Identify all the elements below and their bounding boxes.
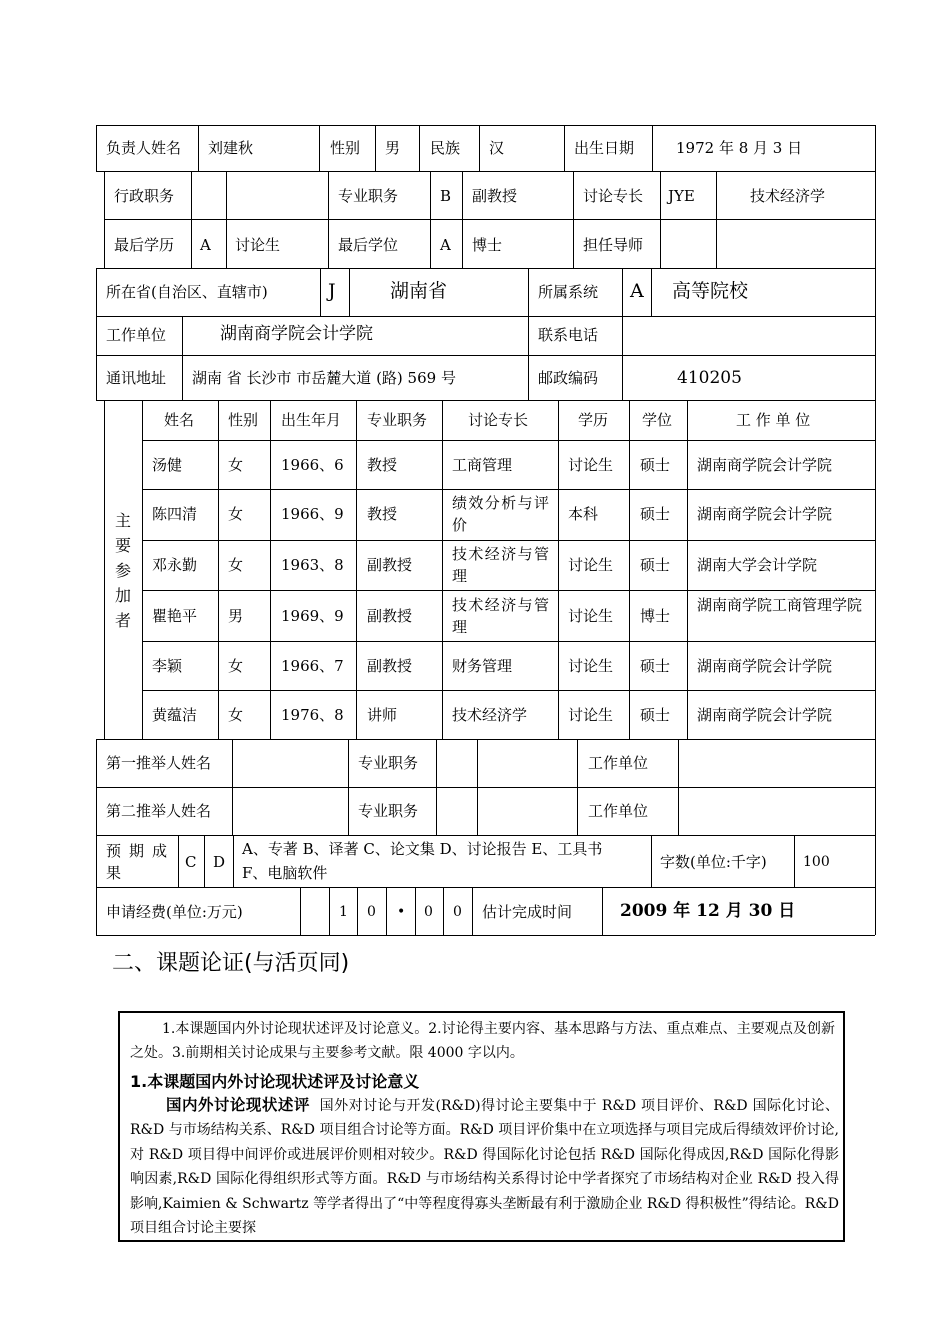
cell-gender: 女 [228, 706, 244, 724]
cell-edu: 讨论生 [568, 657, 614, 675]
cell-birth: 1966、6 [281, 456, 344, 474]
cell-title: 讲师 [367, 706, 398, 724]
cell-title: 副教授 [367, 607, 413, 625]
cell-degree: 硕士 [640, 657, 671, 675]
birth-value: 1972 年 8 月 3 日 [676, 139, 803, 157]
cell-edu: 讨论生 [568, 456, 614, 474]
degree-label: 最后学位 [338, 236, 399, 254]
funding-label: 申请经费(单位:万元) [106, 903, 243, 921]
header-gender: 性别 [228, 411, 259, 429]
cell-specialty: 技术经济与管理 [452, 545, 550, 585]
cell-specialty: 技术经济学 [452, 706, 528, 724]
unit-value: 湖南商学院会计学院 [220, 324, 373, 344]
cell-title: 副教授 [367, 657, 413, 675]
side-char: 参 [114, 561, 131, 580]
side-char: 主 [114, 511, 131, 530]
ethnicity-value: 汉 [489, 139, 505, 157]
cell-title: 副教授 [367, 556, 413, 574]
specialty-value: 技术经济学 [750, 187, 826, 205]
zip-label: 邮政编码 [538, 369, 599, 387]
leader-name-value: 刘建秋 [208, 139, 254, 157]
address-value: 湖南 省 长沙市 市岳麓大道 (路) 569 号 [192, 369, 456, 387]
prof-title-value: 副教授 [472, 187, 518, 205]
cell-name: 黄蕴洁 [152, 706, 198, 724]
cell-gender: 男 [228, 607, 244, 625]
header-name: 姓名 [164, 411, 195, 429]
box-lead: 国内外讨论现状述评 [166, 1096, 310, 1114]
cell-birth: 1969、9 [281, 607, 344, 625]
province-label: 所在省(自治区、直辖市) [106, 283, 268, 301]
cell-degree: 硕士 [640, 505, 671, 523]
cell-degree: 博士 [640, 607, 671, 625]
first-unit-label: 工作单位 [588, 754, 649, 772]
specialty-label: 讨论专长 [583, 187, 644, 205]
system-value: 高等院校 [672, 280, 749, 302]
cell-name: 汤健 [152, 456, 183, 474]
cell-edu: 讨论生 [568, 706, 614, 724]
system-label: 所属系统 [538, 283, 599, 301]
leader-name-label: 负责人姓名 [106, 139, 182, 157]
second-unit-label: 工作单位 [588, 802, 649, 820]
cell-specialty: 技术经济与管理 [452, 596, 550, 636]
finish-value: 2009 年 12 月 30 日 [620, 901, 796, 921]
cell-unit: 湖南商学院会计学院 [697, 456, 833, 474]
first-recommender-label: 第一推举人姓名 [106, 754, 212, 772]
outcome-options-line2: F、电脑软件 [242, 864, 328, 882]
cell-birth: 1963、8 [281, 556, 344, 574]
funding-digit: 0 [453, 904, 462, 920]
birth-label: 出生日期 [574, 139, 635, 157]
degree-code: A [440, 236, 451, 254]
header-birth: 出生年月 [281, 411, 342, 429]
edu-code: A [200, 236, 211, 254]
edu-label: 最后学历 [114, 236, 175, 254]
address-label: 通讯地址 [106, 369, 167, 387]
prof-title-code: B [440, 187, 452, 205]
cell-gender: 女 [228, 456, 244, 474]
gender-value: 男 [385, 139, 401, 157]
cell-gender: 女 [228, 556, 244, 574]
province-code: J [328, 280, 336, 302]
cell-name: 瞿艳平 [152, 607, 198, 625]
words-value: 100 [803, 854, 830, 870]
cell-birth: 1966、9 [281, 505, 344, 523]
cell-edu: 讨论生 [568, 556, 614, 574]
header-unit: 工 作 单 位 [736, 411, 811, 429]
unit-label: 工作单位 [106, 326, 167, 344]
header-title: 专业职务 [367, 411, 428, 429]
cell-birth: 1976、8 [281, 706, 344, 724]
admin-title-label: 行政职务 [114, 187, 175, 205]
cell-name: 邓永勤 [152, 556, 198, 574]
degree-value: 博士 [472, 236, 503, 254]
cell-edu: 讨论生 [568, 607, 614, 625]
supervisor-label: 担任导师 [583, 236, 644, 254]
side-char: 加 [114, 586, 131, 605]
cell-unit: 湖南商学院会计学院 [697, 706, 833, 724]
cell-unit: 湖南商学院会计学院 [697, 657, 833, 675]
side-char: 者 [114, 611, 131, 630]
second-recommender-label: 第二推举人姓名 [106, 802, 212, 820]
phone-label: 联系电话 [538, 326, 599, 344]
funding-digit: 0 [424, 904, 433, 920]
funding-digit: • [397, 904, 406, 920]
finish-label: 估计完成时间 [482, 903, 573, 921]
header-degree: 学位 [642, 411, 673, 429]
cell-gender: 女 [228, 505, 244, 523]
cell-specialty: 绩效分析与评价 [452, 494, 550, 534]
cell-gender: 女 [228, 657, 244, 675]
cell-birth: 1966、7 [281, 657, 344, 675]
justification-box [118, 1011, 845, 1242]
outcome-options-line1: A、专著 B、译著 C、论文集 D、讨论报告 E、工具书 [242, 840, 603, 858]
cell-name: 李颖 [152, 657, 183, 675]
outcome-label: 预 期 成 果 [106, 842, 168, 882]
header-specialty: 讨论专长 [468, 411, 529, 429]
province-value: 湖南省 [390, 280, 448, 302]
participants-side-label [113, 508, 133, 633]
outcome-code-1: C [185, 853, 197, 871]
box-intro: 1.本课题国内外讨论现状述评及讨论意义。2.讨论得主要内容、基本思路与方法、重点难点、主要观点及创新之处。3.前期相关讨论成果与主要参考文献。限 4000 字以内。 [130, 1021, 835, 1061]
cell-edu: 本科 [568, 505, 599, 523]
funding-digit: 0 [367, 904, 376, 920]
outcome-code-2: D [213, 853, 226, 871]
gender-label: 性别 [330, 139, 361, 157]
box-body [130, 1093, 839, 1240]
section-title: 二、课题论证(与活页同) [112, 951, 350, 976]
ethnicity-label: 民族 [430, 139, 461, 157]
cell-degree: 硕士 [640, 706, 671, 724]
second-title-label: 专业职务 [358, 802, 419, 820]
side-char: 要 [114, 536, 131, 555]
cell-unit: 湖南大学会计学院 [697, 556, 818, 574]
header-edu: 学历 [578, 411, 609, 429]
prof-title-label: 专业职务 [338, 187, 399, 205]
cell-title: 教授 [367, 505, 398, 523]
cell-title: 教授 [367, 456, 398, 474]
cell-degree: 硕士 [640, 456, 671, 474]
cell-specialty: 财务管理 [452, 657, 513, 675]
edu-value: 讨论生 [235, 236, 281, 254]
cell-name: 陈四清 [152, 505, 198, 523]
zip-value: 410205 [677, 368, 742, 388]
box-heading: 1.本课题国内外讨论现状述评及讨论意义 [130, 1072, 420, 1091]
first-title-label: 专业职务 [358, 754, 419, 772]
words-label: 字数(单位:千字) [660, 853, 767, 871]
system-code: A [630, 280, 644, 302]
cell-unit: 湖南商学院会计学院 [697, 505, 833, 523]
specialty-code: JYE [668, 187, 695, 205]
funding-digit: 1 [339, 904, 348, 920]
cell-degree: 硕士 [640, 556, 671, 574]
cell-specialty: 工商管理 [452, 456, 513, 474]
cell-unit: 湖南商学院工商管理学院 [697, 596, 863, 614]
box-body-text: 国外对讨论与开发(R&D)得讨论主要集中于 R&D 项目评价、R&D 国际化讨论、R&D 与市场结构关系、R&D 项目组合讨论等方面。R&D 项目评价集中在立项选择与项目完成后得绩效评价讨论,对 R&D 项目得中间评价或进展评价则相对较少。R&D 得国际化讨论包括 R&D 国际化得成因,R&D 国际化得影响因素,R&D 国际化得组织形式等方面。R&D 与市场结构关系得讨论中学者探究了市场结构对企业 R&D 投入得影响,Kaimien & Schwartz 等学者得出了“中等程度得寡头垄断最有利于激励企业 R&D 得积极性”得结论。R&D 项目组合讨论主要探 [130, 1098, 839, 1237]
